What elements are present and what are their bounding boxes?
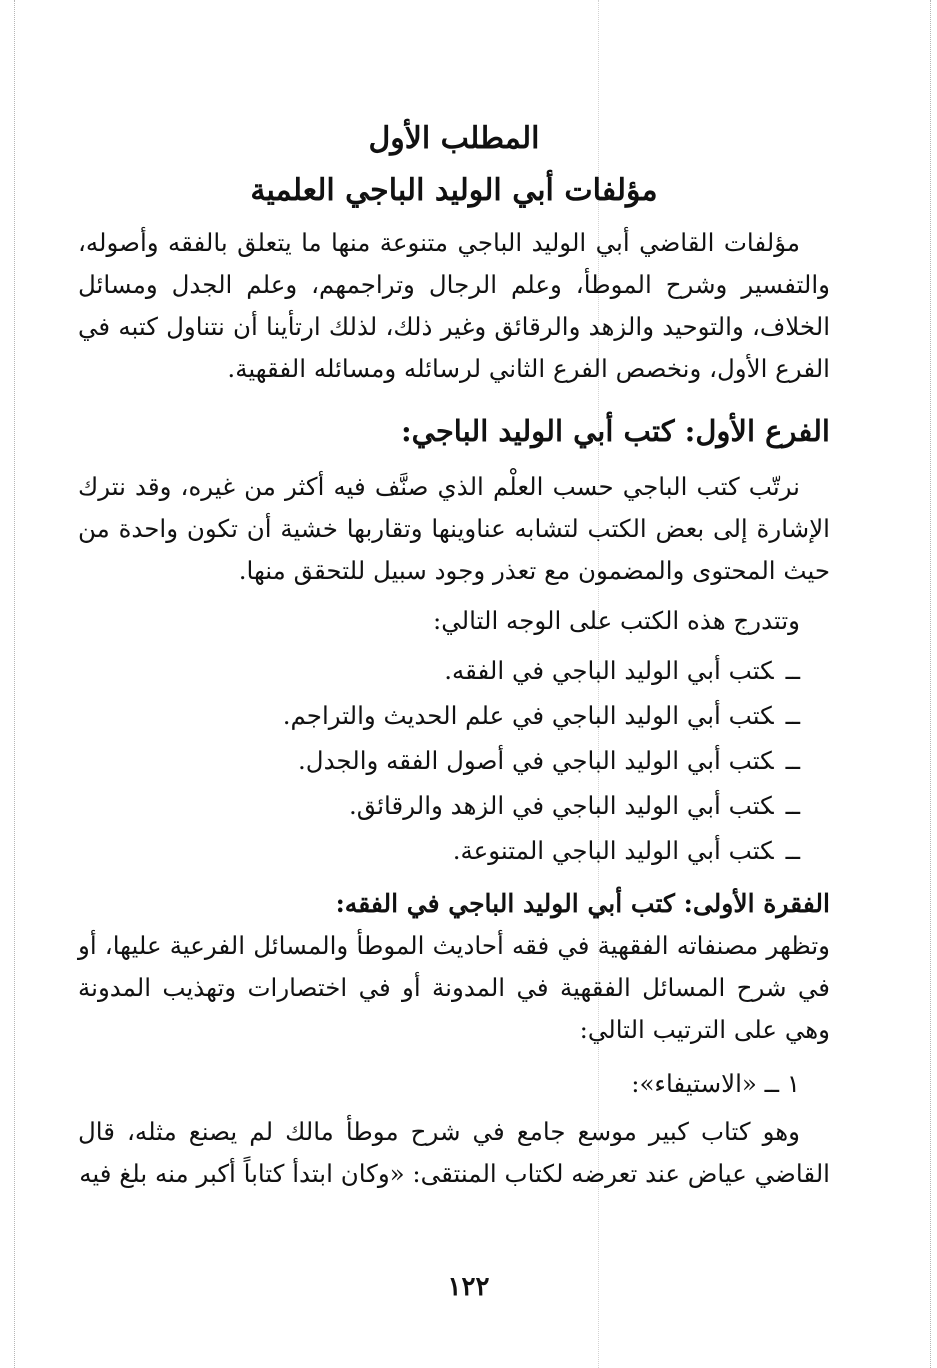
page-content [78, 116, 830, 1195]
list-item [78, 783, 800, 828]
list-dash: ــ [785, 656, 800, 685]
chapter-title: المطلب الأول [368, 121, 540, 156]
list-item-text: كتب أبي الوليد الباجي في علم الحديث والتراجم. [282, 701, 774, 730]
subsection-paragraph: وتظهر مصنفاته الفقهية في فقه أحاديث الموطأ والمسائل الفرعية عليها، أو في شرح المسائل الفقهية في المدونة أو في اختصارات وتهذيب المدونة وهي على الترتيب التالي: [78, 931, 830, 1044]
section-heading: الفرع الأول: كتب أبي الوليد الباجي: [400, 414, 830, 448]
list-item-text: كتب أبي الوليد الباجي في أصول الفقه والجدل. [297, 746, 774, 775]
list-dash: ــ [785, 836, 800, 865]
list-item [78, 693, 800, 738]
list-item-text: كتب أبي الوليد الباجي المتنوعة. [452, 836, 774, 865]
list-item [78, 648, 800, 693]
item-title: ١ ــ «الاستيفاء»: [631, 1069, 800, 1098]
subsection-heading: الفقرة الأولى: كتب أبي الوليد الباجي في الفقه: [335, 889, 830, 918]
list-dash: ــ [785, 791, 800, 820]
list-item [78, 738, 800, 783]
list-item [78, 828, 800, 873]
page-number: ١٢٢ [447, 1272, 490, 1302]
book-categories-list [78, 648, 830, 873]
list-item-text: كتب أبي الوليد الباجي في الزهد والرقائق. [349, 791, 774, 820]
item-paragraph: وهو كتاب كبير موسع جامع في شرح موطأ مالك لم يصنع مثله، قال القاضي عياض عند تعرضه لكتاب المنتقى: «وكان ابتدأ كتاباً أكبر منه بلغ فيه [78, 1117, 830, 1188]
list-intro: وتتدرج هذه الكتب على الوجه التالي: [433, 606, 800, 635]
list-dash: ــ [785, 746, 800, 775]
list-item-text: كتب أبي الوليد الباجي في الفقه. [444, 656, 774, 685]
list-dash: ــ [785, 701, 800, 730]
section-paragraph: نرتّب كتب الباجي حسب العلْم الذي صنَّف فيه أكثر من غيره، وقد نترك الإشارة إلى بعض الكتب لتشابه عناوينها وتقاربها خشية أن تكون واحدة من حيث المحتوى والمضمون مع تعذر وجود سبيل للتحقق منها. [78, 472, 830, 585]
intro-paragraph: مؤلفات القاضي أبي الوليد الباجي متنوعة منها ما يتعلق بالفقه وأصوله، والتفسير وشرح الموطأ، وعلم الرجال وتراجمهم، وعلم الجدل ومسائل الخلاف، والتوحيد والزهد والرقائق وغير ذلك، لذلك ارتأينا أن نتناول كتبه في الفرع الأول، ونخصص الفرع الثاني لرسائله ومسائله الفقهية. [78, 228, 830, 383]
chapter-subtitle: مؤلفات أبي الوليد الباجي العلمية [250, 173, 658, 208]
